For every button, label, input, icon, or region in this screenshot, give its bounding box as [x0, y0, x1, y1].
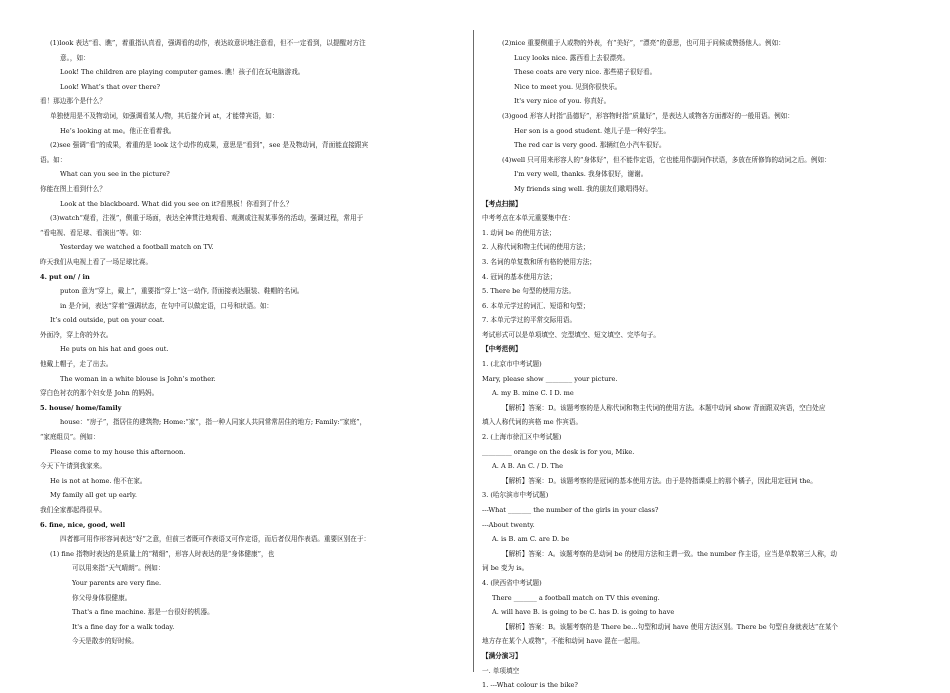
text-line: ---About twenty.	[482, 520, 535, 529]
text-line: Her son is a good student. 她儿子是一种好学生。	[514, 126, 671, 135]
text-line: 昨天我们从电视上看了一场足球比赛。	[40, 257, 153, 266]
text-line: Look! The children are playing computer games. 瞧！孩子们在玩电脑游戏。	[60, 68, 305, 77]
text-line: 地方存在某个人或物”，不能和动词 have 混在一起用。	[482, 637, 644, 646]
text-line: 今天下午请到我家来。	[40, 462, 106, 471]
text-line: Mary, please show ________ your picture.	[482, 374, 618, 383]
text-line: 1. (北京市中考试题)	[482, 360, 542, 369]
text-line: It’s cold outside, put on your coat.	[50, 316, 165, 325]
text-line: (3)watch“观看，注视”，侧重于场面，表达全神贯注地观看、观测或注视某事务的活动，强调过程，常用于	[50, 214, 364, 223]
text-line: (3)good 形容人时指“品德好”，形容物时指“质量好”，是表达人或物各方面都好的一般用语。例如：	[502, 111, 794, 120]
text-line: He puts on his hat and goes out.	[60, 345, 169, 354]
text-line: A. my B. mine C. I D. me	[492, 389, 574, 398]
text-line: 我们全家都起得很早。	[40, 506, 106, 514]
text-line: That's a fine machine. 那是一台很好的机器。	[72, 608, 214, 617]
text-line: 【解析】答案：A。该题考察的是动词 be 的使用方法和主谓一致。the number 作主语，应当是单数第三人称，动	[502, 549, 838, 558]
text-line: He is not at home. 他不在家。	[50, 476, 147, 485]
text-line: It's very nice of you. 你真好。	[514, 97, 611, 106]
text-line: 3. (哈尔滨市中考试题)	[482, 491, 549, 500]
section-heading: 【中考范例】	[482, 345, 522, 354]
text-line: puton 意为“穿上，戴上”，重要指“穿上”这一动作, 背面接表达服装、鞋帽的名词。	[60, 287, 304, 296]
text-line: 穿白色衬衣的那个妇女是 John 的妈妈。	[40, 389, 159, 398]
text-line: 填入人称代词的宾格 me 作宾语。	[482, 418, 583, 427]
text-line: It's a fine day for a walk today.	[72, 622, 175, 631]
text-line: He’s looking at me。他正在看着我。	[60, 126, 176, 135]
text-line: 4. (陕西省中考试题)	[482, 578, 542, 587]
text-line: 四者都可用作形容词表达“好”之意，但前三者既可作表语又可作定语，而后者仅用作表语。重要区别在于：	[60, 535, 371, 544]
text-line: 7. 本单元学过的平常交际用语。	[482, 316, 577, 325]
text-line: 1. 动词 be 的使用方法；	[482, 228, 556, 237]
section-heading: 【考点扫描】	[482, 199, 522, 208]
text-line: 4. 冠词的基本使用方法；	[482, 272, 557, 281]
text-line: 单独使用是不及物动词，如强调看某人/物，其后接介词 at，才能带宾语，如：	[50, 111, 279, 120]
text-line: My family all get up early.	[50, 491, 137, 500]
text-line: A. is B. am C. are D. be	[492, 535, 570, 544]
text-line: Look! What’s that over there?	[60, 82, 161, 91]
section-heading: 【满分演习】	[482, 651, 522, 660]
text-line: 【解析】答案：B。该题考察的是 There be…句型和动词 have 使用方法区别。There be 句型自身就表达“在某个	[502, 622, 839, 631]
text-line: What can you see in the picture?	[60, 170, 170, 179]
text-line: (2)nice 重要侧重于人或物的外表，有“美好”，“漂亮”的意思，也可用于问候或赞扬他人。例如：	[502, 39, 785, 47]
text-line: (1)look 表达“看、瞧”，着重指认真看，强调看的动作，表达故意识地注意看，但不一定看到，以提醒对方注	[50, 39, 366, 47]
text-line: 考试形式可以是单项填空、完型填空、短文填空、完毕句子。	[482, 330, 661, 339]
text-line: 语。如：	[40, 155, 67, 164]
text-line: 你父母身体很健康。	[72, 593, 132, 602]
text-line: Nice to meet you. 见到你很快乐。	[514, 82, 622, 91]
text-line: 一. 单项填空	[482, 666, 520, 675]
text-line: house：“房子”，指居住的建筑物; Home:“家”，指一种人同家人共同常常居住的地方; Family:“家庭”，	[60, 418, 367, 427]
text-line: Look at the blackboard. What did you see on it?看黑板！你看到了什么？	[60, 199, 293, 208]
text-line: 外面冷，穿上你的外衣。	[40, 330, 113, 339]
text-line: 5. There be 句型的使用方法。	[482, 287, 576, 296]
text-line: 2. 人称代词和物主代词的使用方法；	[482, 243, 590, 252]
text-line: 1. ---What colour is the bike?	[482, 681, 578, 690]
section-heading: 5. house/ home/family	[40, 403, 122, 412]
text-line: Your parents are very fine.	[72, 578, 162, 587]
text-line: ---What _______ the number of the girls in your class?	[482, 506, 659, 514]
text-line: “家庭组员”。例如：	[40, 433, 100, 442]
text-line: These coats are very nice. 那些裙子很好看。	[514, 68, 657, 77]
section-heading: 4. put on/ / in	[40, 272, 90, 281]
text-line: A. A B. An C. / D. The	[492, 462, 564, 471]
text-line: The woman in a white blouse is John’s mother.	[60, 374, 216, 383]
text-line: 看！那边那个是什么？	[40, 97, 106, 106]
text-line: I'm very well, thanks. 我身体很好，谢谢。	[514, 170, 648, 179]
text-line: 可以用来指“天气晴朗”。例如：	[72, 564, 165, 573]
text-line: in 是介词，表达“穿着”强调状态，在句中可以做定语，口号和状语。如：	[60, 301, 274, 310]
text-line: Lucy looks nice. 露西看上去很漂亮。	[514, 53, 630, 62]
text-line: “看电视、看足球、看演出”等。如：	[40, 228, 146, 237]
text-line: The red car is very good. 那辆红色小汽车很好。	[514, 141, 666, 150]
text-line: My friends sing well. 我的朋友们歌唱得好。	[514, 184, 653, 193]
text-line: (1) fine 指物时表达的是质量上的“精细”，形容人时表达的是“身体健康”，也	[50, 549, 275, 558]
section-heading: 6. fine, nice, good, well	[40, 520, 126, 529]
left-column	[40, 36, 465, 649]
text-line: 他戴上帽子，走了出去。	[40, 360, 113, 369]
text-line: (2)see 强调“看”的成果，着重的是 look 这个动作的成果，意思是“看到”，see 是及物动词，背面能直接跟宾	[50, 141, 369, 150]
text-line: 今天是散步的好时候。	[72, 637, 138, 646]
text-line: 6. 本单元学过的词汇、短语和句型；	[482, 301, 590, 310]
text-line: 意。，如：	[60, 53, 90, 62]
column-divider	[473, 30, 474, 672]
text-line: 词 be 变为 is。	[482, 564, 529, 573]
right-column	[482, 36, 917, 693]
text-line: _________ orange on the desk is for you, Mike.	[482, 447, 635, 456]
text-line: 【解析】答案：D。该题考察的是冠词的基本使用方法。由于是特指课桌上的那个橘子，因此用定冠词 the。	[502, 476, 817, 485]
text-line: Please come to my house this afternoon.	[50, 447, 186, 456]
text-line: 你能在图上看到什么？	[40, 184, 106, 193]
text-line: A. will have B. is going to be C. has D. is going to have	[492, 608, 675, 617]
text-line: Yesterday we watched a football match on TV.	[60, 243, 214, 252]
text-line: 中考考点在本单元重要集中在：	[482, 214, 575, 223]
text-line: 3. 名词的单复数和所有格的使用方法；	[482, 257, 596, 266]
text-line: (4)well 只可用来形容人的“身体好”，但不能作定语，它也能用作副词作状语，多放在所修饰的动词之后。例如：	[502, 155, 831, 164]
text-line: There _______ a football match on TV this evening.	[492, 593, 660, 602]
text-line: 2. (上海市徐汇区中考试题)	[482, 433, 562, 442]
text-line: 【解析】答案：D。该题考察的是人称代词和物主代词的使用方法。本题中动词 show 背面跟双宾语，空白处应	[502, 403, 826, 412]
